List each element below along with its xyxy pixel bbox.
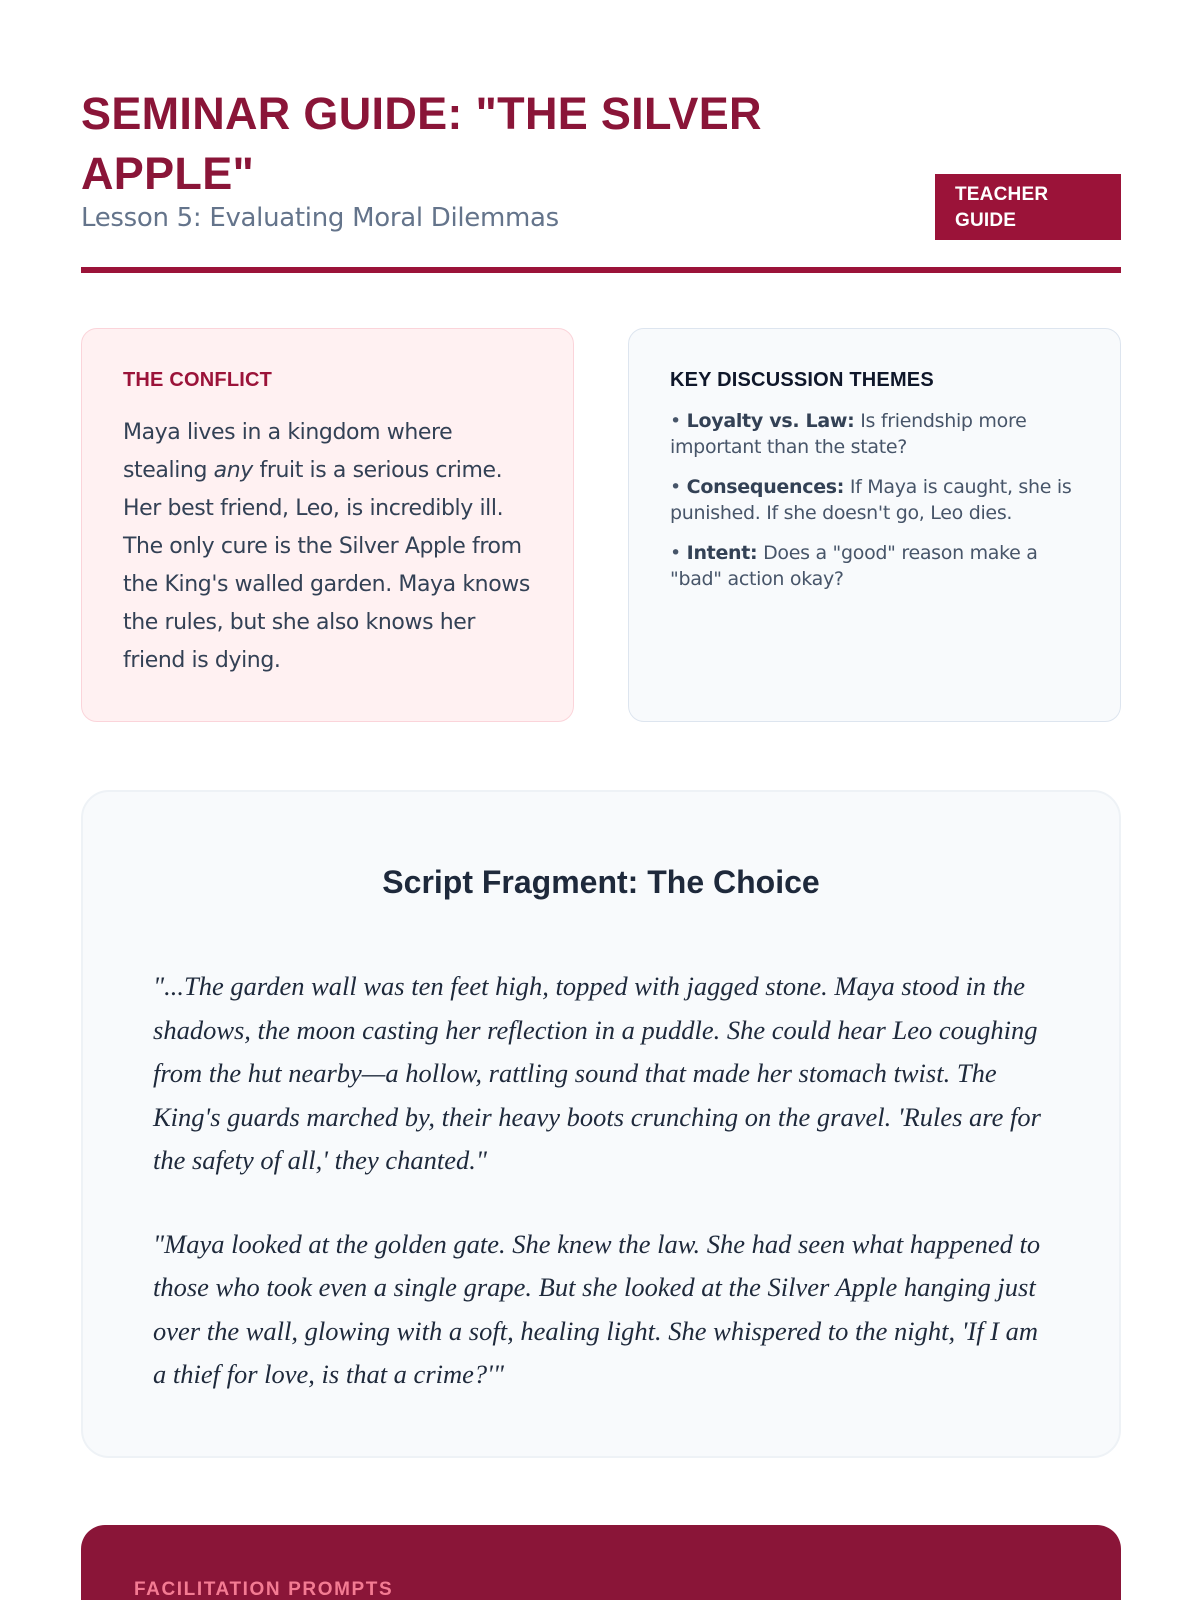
page-header	[81, 84, 1121, 274]
bullet-icon: •	[670, 476, 681, 498]
conflict-heading: THE CONFLICT	[123, 369, 273, 391]
discussion-themes-card	[628, 328, 1121, 722]
bullet-icon: •	[670, 542, 681, 564]
theme-item-intent	[670, 540, 1079, 592]
conflict-card	[81, 328, 574, 722]
theme-label: Consequences:	[686, 476, 845, 498]
themes-list	[670, 408, 1079, 592]
script-paragraph-1: "...The garden wall was ten feet high, topped with jagged stone. Maya stood in the shadows, the moon casting her reflection in a puddle. She could hear Leo coughing from the hut nearby—a hollow, rattling sound that made her stomach twist. The King's guards marched by, their heavy boots crunching on the gravel. 'Rules are for the safety of all,' they chanted."	[153, 971, 1041, 1175]
theme-label: Intent:	[686, 542, 758, 564]
conflict-text-start: Maya lives in a kingdom where stealing	[123, 420, 453, 483]
facilitation-prompts-panel	[81, 1525, 1121, 1600]
theme-text: Does a "good" reason make a "bad" action okay?	[670, 542, 1038, 590]
facilitation-heading: FACILITATION PROMPTS	[134, 1579, 394, 1600]
header-divider	[81, 267, 1121, 273]
bullet-icon: •	[670, 410, 681, 432]
script-paragraph-2: "Maya looked at the golden gate. She knew the law. She had seen what happened to those who took even a single grape. But she looked at the Silver Apple hanging just over the wall, glowing with a soft, healing light. She whispered to the night, 'If I am a thief for love, is that a crime?'"	[153, 1228, 1041, 1389]
conflict-text-emphasis: any	[213, 458, 253, 483]
lesson-subtitle: Lesson 5: Evaluating Moral Dilemmas	[81, 203, 559, 233]
conflict-text-end: fruit is a serious crime. Her best friend, Leo, is incredibly ill. The only cure is the Silver Apple from the King's walled garden. Maya knows the rules, but she also knows her friend is dying.	[123, 458, 530, 673]
conflict-text	[123, 414, 532, 680]
theme-text: Is friendship more important than the state?	[670, 410, 1027, 458]
theme-item-consequences	[670, 474, 1079, 526]
theme-item-loyalty	[670, 408, 1079, 460]
theme-text: If Maya is caught, she is punished. If she doesn't go, Leo dies.	[670, 476, 1072, 524]
script-fragment-card	[81, 790, 1121, 1458]
teacher-guide-badge: TEACHER GUIDE	[935, 174, 1121, 240]
theme-label: Loyalty vs. Law:	[686, 410, 855, 432]
themes-heading: KEY DISCUSSION THEMES	[670, 369, 934, 391]
page-title: SEMINAR GUIDE: "THE SILVER APPLE"	[81, 88, 762, 199]
script-title: Script Fragment: The Choice	[382, 864, 820, 900]
